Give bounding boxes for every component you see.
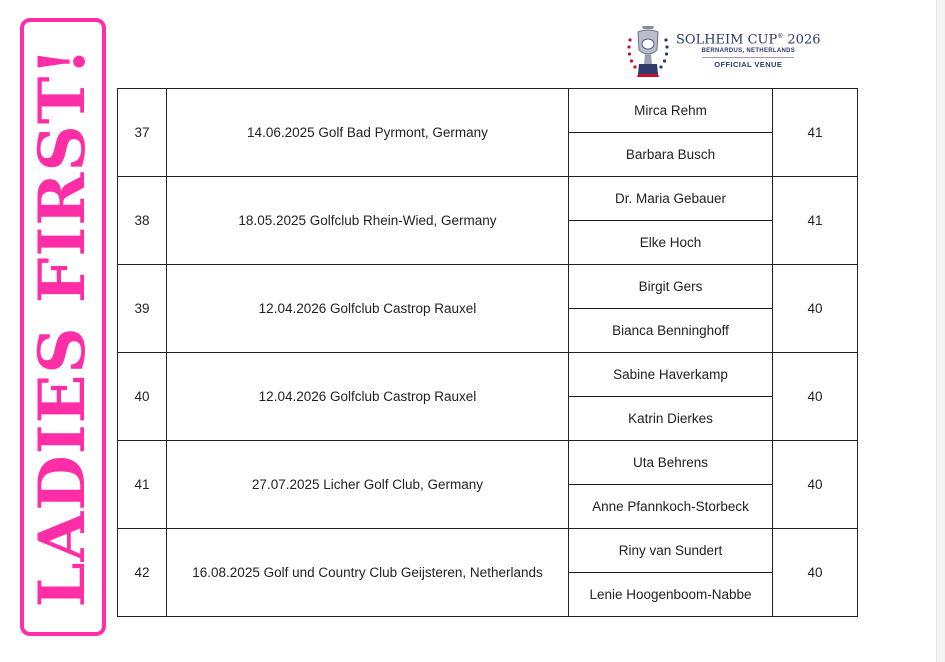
player-name-cell: Sabine Haverkamp (569, 353, 773, 397)
results-table (117, 88, 858, 617)
table-row (118, 89, 858, 133)
player-name-cell: Birgit Gers (569, 265, 773, 309)
player-name-cell: Riny van Sundert (569, 529, 773, 573)
score-cell: 40 (773, 441, 858, 529)
table-row (118, 441, 858, 485)
player-name-cell: Uta Behrens (569, 441, 773, 485)
score-cell: 40 (773, 353, 858, 441)
rank-cell: 38 (118, 177, 167, 265)
event-cell: 14.06.2025 Golf Bad Pyrmont, Germany (167, 89, 569, 177)
score-cell: 41 (773, 89, 858, 177)
logo-venue: OFFICIAL VENUE (714, 60, 783, 70)
table-row (118, 265, 858, 309)
table-row (118, 529, 858, 573)
event-cell: 18.05.2025 Golfclub Rhein-Wied, Germany (167, 177, 569, 265)
event-cell: 16.08.2025 Golf und Country Club Geijsteren, Netherlands (167, 529, 569, 617)
ladies-first-banner (20, 18, 106, 636)
event-cell: 12.04.2026 Golfclub Castrop Rauxel (167, 265, 569, 353)
player-name-cell: Dr. Maria Gebauer (569, 177, 773, 221)
banner-title: LADIES FIRST! (25, 46, 100, 608)
player-name-cell: Elke Hoch (569, 221, 773, 265)
score-cell: 40 (773, 265, 858, 353)
rank-cell: 42 (118, 529, 167, 617)
solheim-cup-logo (624, 18, 821, 82)
results-body (118, 89, 858, 617)
rank-cell: 40 (118, 353, 167, 441)
player-name-cell: Anne Pfannkoch-Storbeck (569, 485, 773, 529)
player-name-cell: Mirca Rehm (569, 89, 773, 133)
player-name-cell: Bianca Benninghoff (569, 309, 773, 353)
event-cell: 27.07.2025 Licher Golf Club, Germany (167, 441, 569, 529)
player-name-cell: Lenie Hoogenboom-Nabbe (569, 573, 773, 617)
rank-cell: 39 (118, 265, 167, 353)
player-name-cell: Barbara Busch (569, 133, 773, 177)
trophy-icon (624, 20, 672, 80)
table-row (118, 177, 858, 221)
player-name-cell: Katrin Dierkes (569, 397, 773, 441)
table-row (118, 353, 858, 397)
score-cell: 41 (773, 177, 858, 265)
score-cell: 40 (773, 529, 858, 617)
logo-location: BERNARDUS, NETHERLANDS (701, 48, 796, 55)
rank-cell: 41 (118, 441, 167, 529)
event-cell: 12.04.2026 Golfclub Castrop Rauxel (167, 353, 569, 441)
logo-divider (702, 57, 794, 58)
logo-title: SOLHEIM CUP® 2026 (676, 32, 821, 48)
page-edge (936, 0, 945, 662)
rank-cell: 37 (118, 89, 167, 177)
